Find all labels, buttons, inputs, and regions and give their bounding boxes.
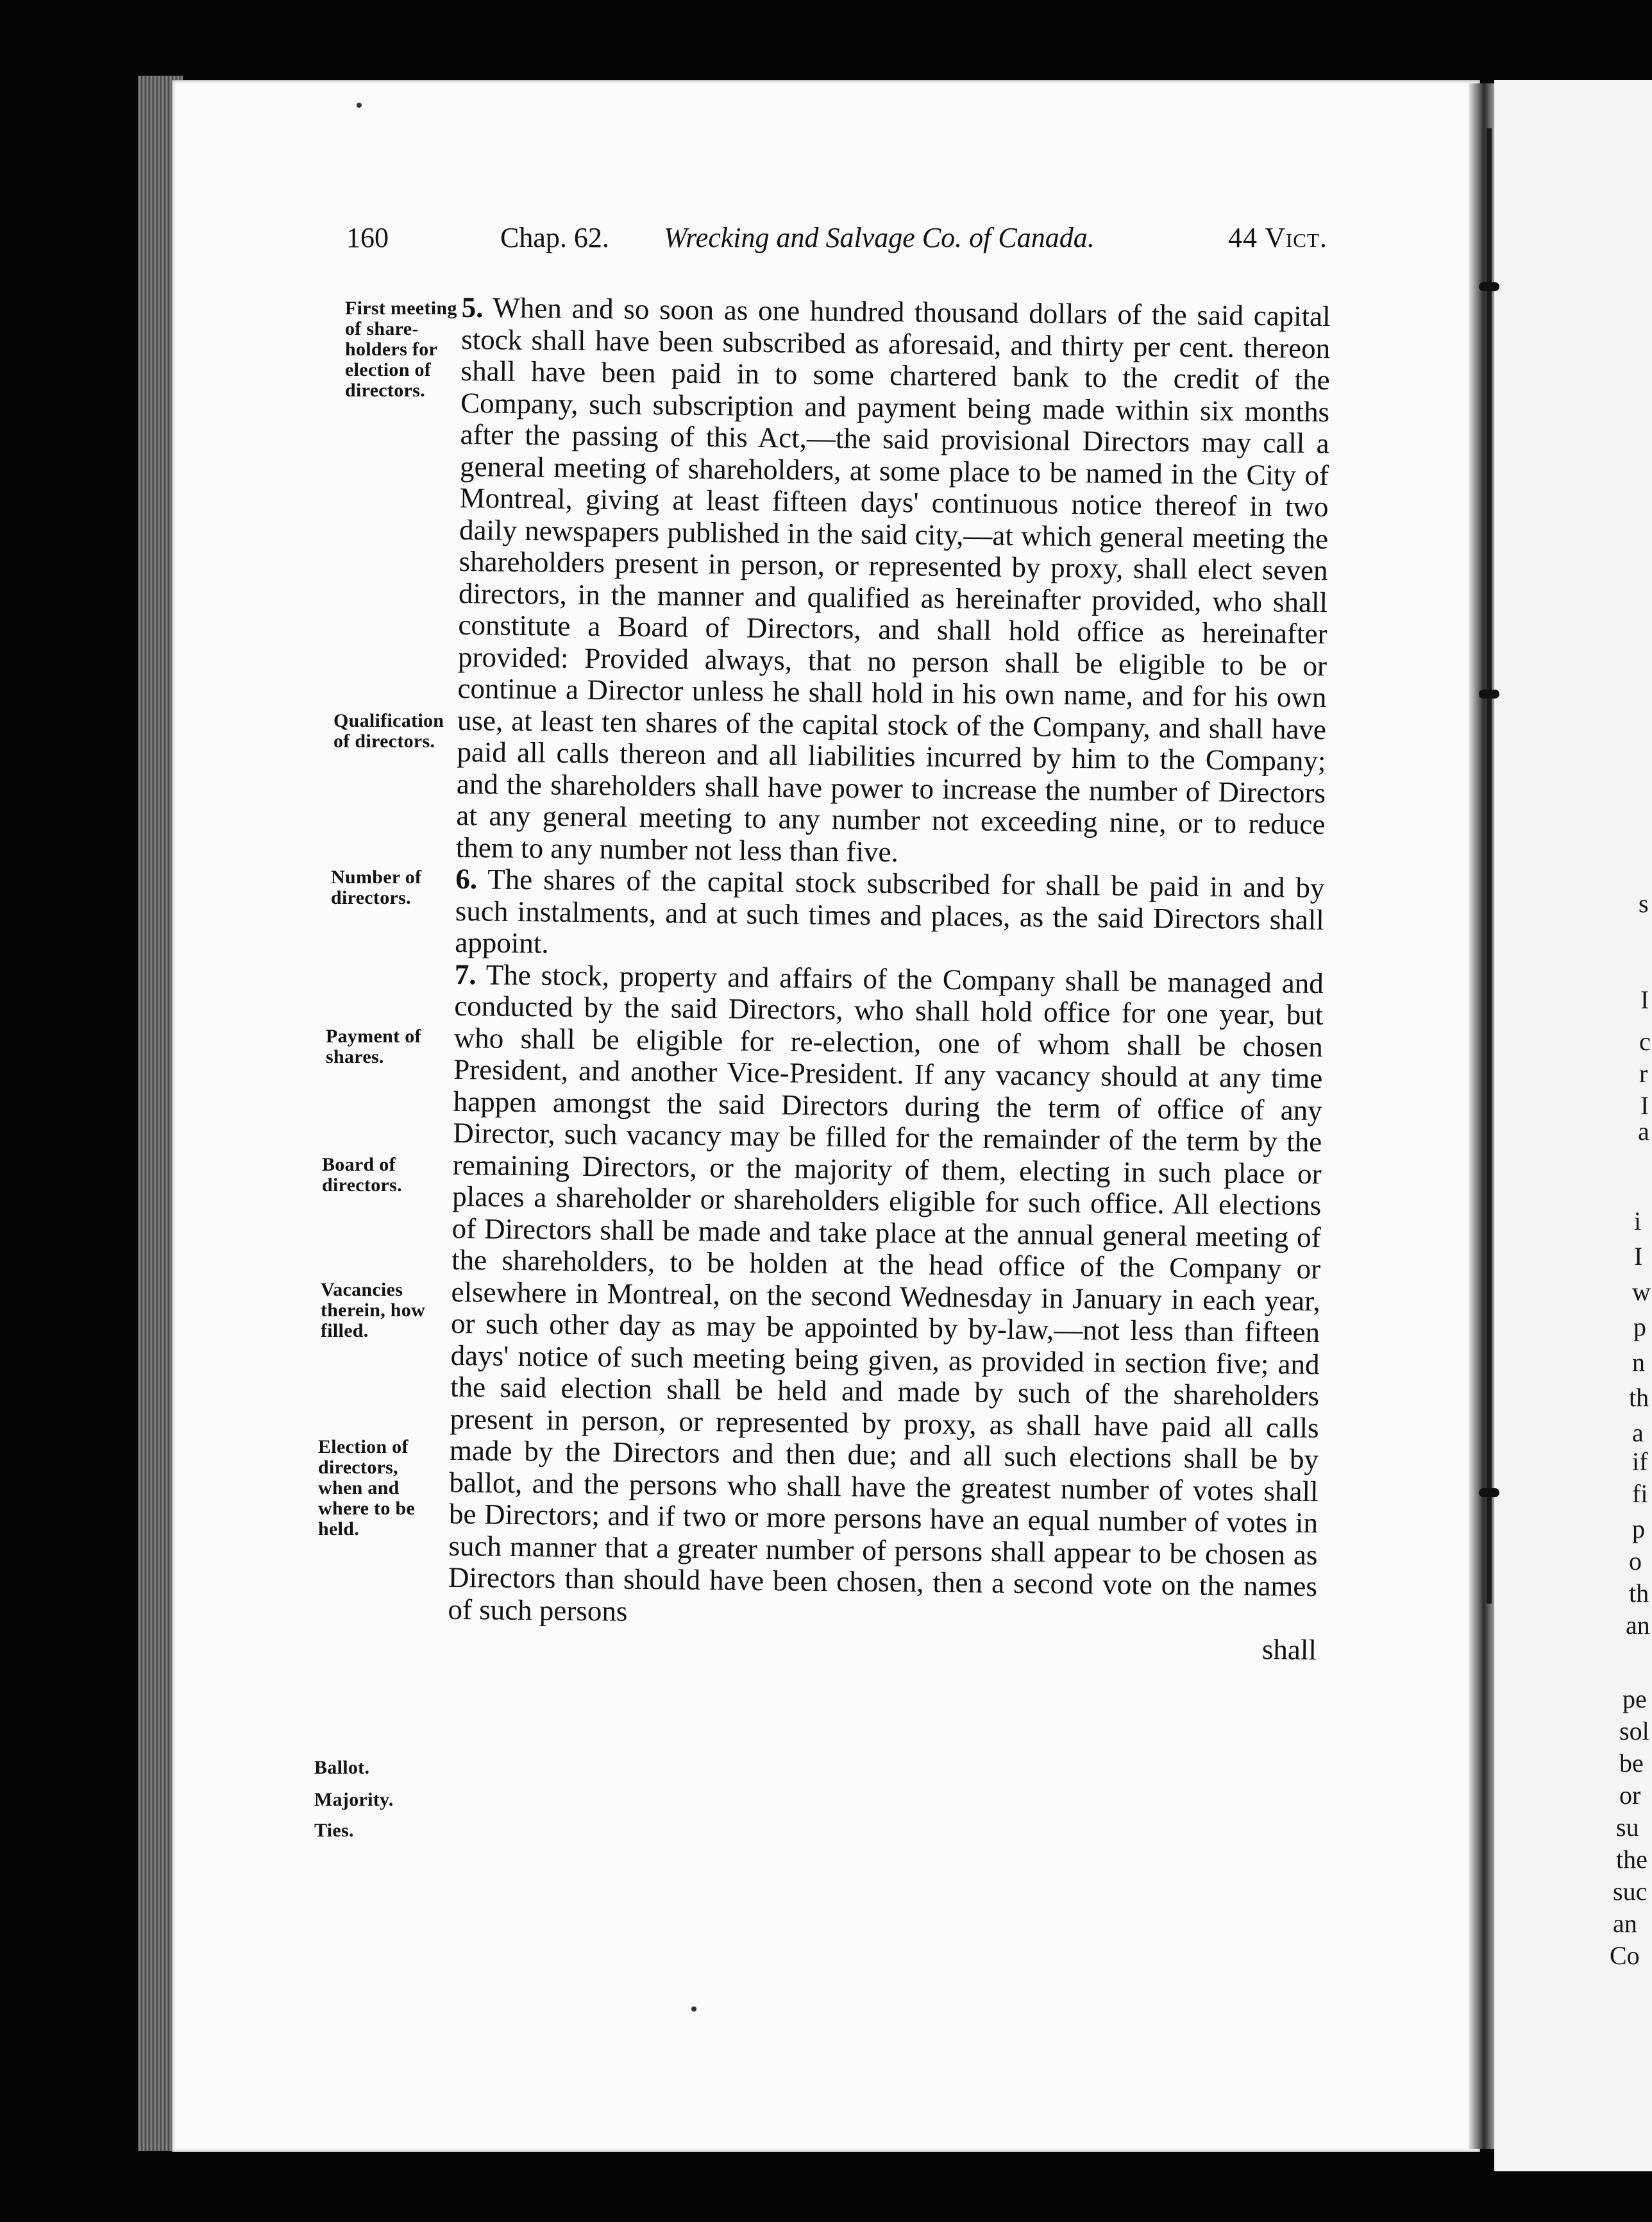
section-text: When and so soon as one hundred thousand dollars of the said capital stock shall have been subscribed as aforesaid, and thirty per cent. thereon shall have been paid in to some chartered bank to the credit of the Company, such subscription and payment being made within six months after the passing of this Act,—the said provisional Directors may call a general meeting of shareholders, at some place to be named in the City of Montreal, giving at least fifteen days' continuous notice thereof in two daily newspapers published in the said city,—at which general meeting the shareholders present in person, or represented by proxy, shall elect seven directors, in the manner and qualified as hereinafter provided, who shall constitute a Board of Directors, and shall hold office as hereinafter provided: Provided always, that no person shall be eligible to be or continue a Director unless he shall hold in his own name, and for his own use, at least ten shares of the capital stock of the Company, and shall have paid all calls thereon and all liabilities incurred by him to the Company; and the shareholders shall have power to increase the number of Directors at any general meeting to any number not exceeding nine, or to reduce them to any number not less than five.	[455, 291, 1331, 868]
margin-note-vacancies: Vacancies therein, how filled.	[321, 1279, 426, 1341]
adjacent-fragment: p	[1633, 1312, 1646, 1341]
catchword: shall	[1261, 1633, 1317, 1666]
print-speck	[357, 103, 362, 108]
binding-stitch	[1479, 282, 1499, 291]
adjacent-fragment: c	[1639, 1027, 1651, 1056]
adjacent-fragment: if	[1632, 1447, 1648, 1476]
adjacent-fragment: suc	[1613, 1877, 1648, 1906]
adjacent-fragment: su	[1616, 1813, 1639, 1842]
binding-thread	[1487, 128, 1492, 1604]
section-5	[456, 292, 1331, 872]
adjacent-fragment: fi	[1632, 1479, 1648, 1508]
section-number: 6.	[455, 862, 478, 895]
section-number: 5.	[461, 291, 484, 324]
adjacent-fragment: a	[1638, 1117, 1649, 1146]
margin-note-qualification: Qualification of directors.	[333, 710, 444, 752]
margin-note-majority: Majority.	[314, 1789, 394, 1810]
chapter-heading: Chap. 62.	[500, 222, 609, 253]
adjacent-fragment: an	[1626, 1611, 1650, 1640]
adjacent-fragment: s	[1639, 889, 1649, 918]
adjacent-fragment: an	[1613, 1909, 1637, 1938]
margin-note-board: Board of directors.	[322, 1154, 402, 1196]
adjacent-fragment: w	[1632, 1277, 1651, 1306]
page-number: 160	[346, 222, 389, 253]
section-number: 7.	[454, 958, 476, 990]
adjacent-fragment: I	[1640, 985, 1649, 1014]
adjacent-fragment: or	[1619, 1781, 1641, 1810]
adjacent-fragment: I	[1640, 1091, 1649, 1120]
running-title: Wrecking and Salvage Co. of Canada.	[664, 222, 1095, 253]
margin-note-number: Number of directors.	[331, 867, 422, 908]
section-text: The stock, property and affairs of the Company shall be managed and conducted by the said Directors, who shall hold office for one year, but who shall be eligible for re-election, one of whom shall be chosen President, and another Vice-President. If any vacancy should at any time happen amongst the said Directors during the term of office of any Director, such vacancy may be filled for the remainder of the term by the remaining Directors, or the majority of them, electing in such place or places a shareholder or shareholders eligible for such office. All elections of Directors shall be made and take place at the annual general meeting of the shareholders, to be holden at the head office of the Company or elsewhere in Montreal, on the second Wednesday in January in each year, or such other day as may be appointed by by-law,—not less than fifteen days' notice of such meeting being given, as provided in section five; and the said election shall be held and made by such of the shareholders present in person, or represented by proxy, as shall have paid all calls made by the Directors and then due; and all such elections shall be by ballot, and the persons who shall have the greatest number of votes shall be Directors; and if two or more persons have an equal number of votes in such manner that a greater number of persons shall appear to be chosen as Directors than should have been chosen, then a second vote on the names of such persons	[448, 958, 1324, 1627]
adjacent-fragment: a	[1632, 1418, 1644, 1447]
margin-note-ties: Ties.	[314, 1820, 354, 1841]
binding-stitch	[1479, 1488, 1499, 1497]
statute-body	[448, 292, 1331, 1666]
session-label: 44 Vict.	[1228, 222, 1328, 253]
adjacent-fragment: o	[1629, 1547, 1642, 1575]
adjacent-fragment: r	[1639, 1059, 1648, 1088]
adjacent-fragment: I	[1634, 1242, 1643, 1271]
adjacent-fragment: i	[1634, 1207, 1642, 1235]
margin-note-ballot: Ballot.	[314, 1757, 370, 1778]
adjacent-fragment: n	[1632, 1348, 1645, 1377]
section-text: The shares of the capital stock subscribed for shall be paid in and by such instalments, and at such times and places, as the said Directors shall appoint.	[455, 863, 1325, 960]
binding-stitch	[1479, 690, 1499, 699]
print-speck	[691, 2006, 696, 2012]
adjacent-fragment: be	[1619, 1749, 1644, 1777]
adjacent-fragment: the	[1616, 1845, 1648, 1874]
section-6	[455, 863, 1324, 968]
adjacent-fragment: pe	[1622, 1684, 1647, 1713]
adjacent-fragment: p	[1632, 1514, 1645, 1543]
margin-note-first-meeting: First meeting of share- holders for election of directors.	[345, 298, 457, 401]
adjacent-fragment: Co	[1610, 1941, 1640, 1970]
margin-note-payment: Payment of shares.	[326, 1026, 421, 1067]
adjacent-fragment: th	[1629, 1579, 1649, 1607]
adjacent-fragment: th	[1629, 1383, 1649, 1412]
adjacent-fragment: sol	[1619, 1717, 1649, 1745]
section-7	[448, 958, 1324, 1634]
margin-note-election: Election of directors, when and where to be held.	[318, 1436, 416, 1539]
